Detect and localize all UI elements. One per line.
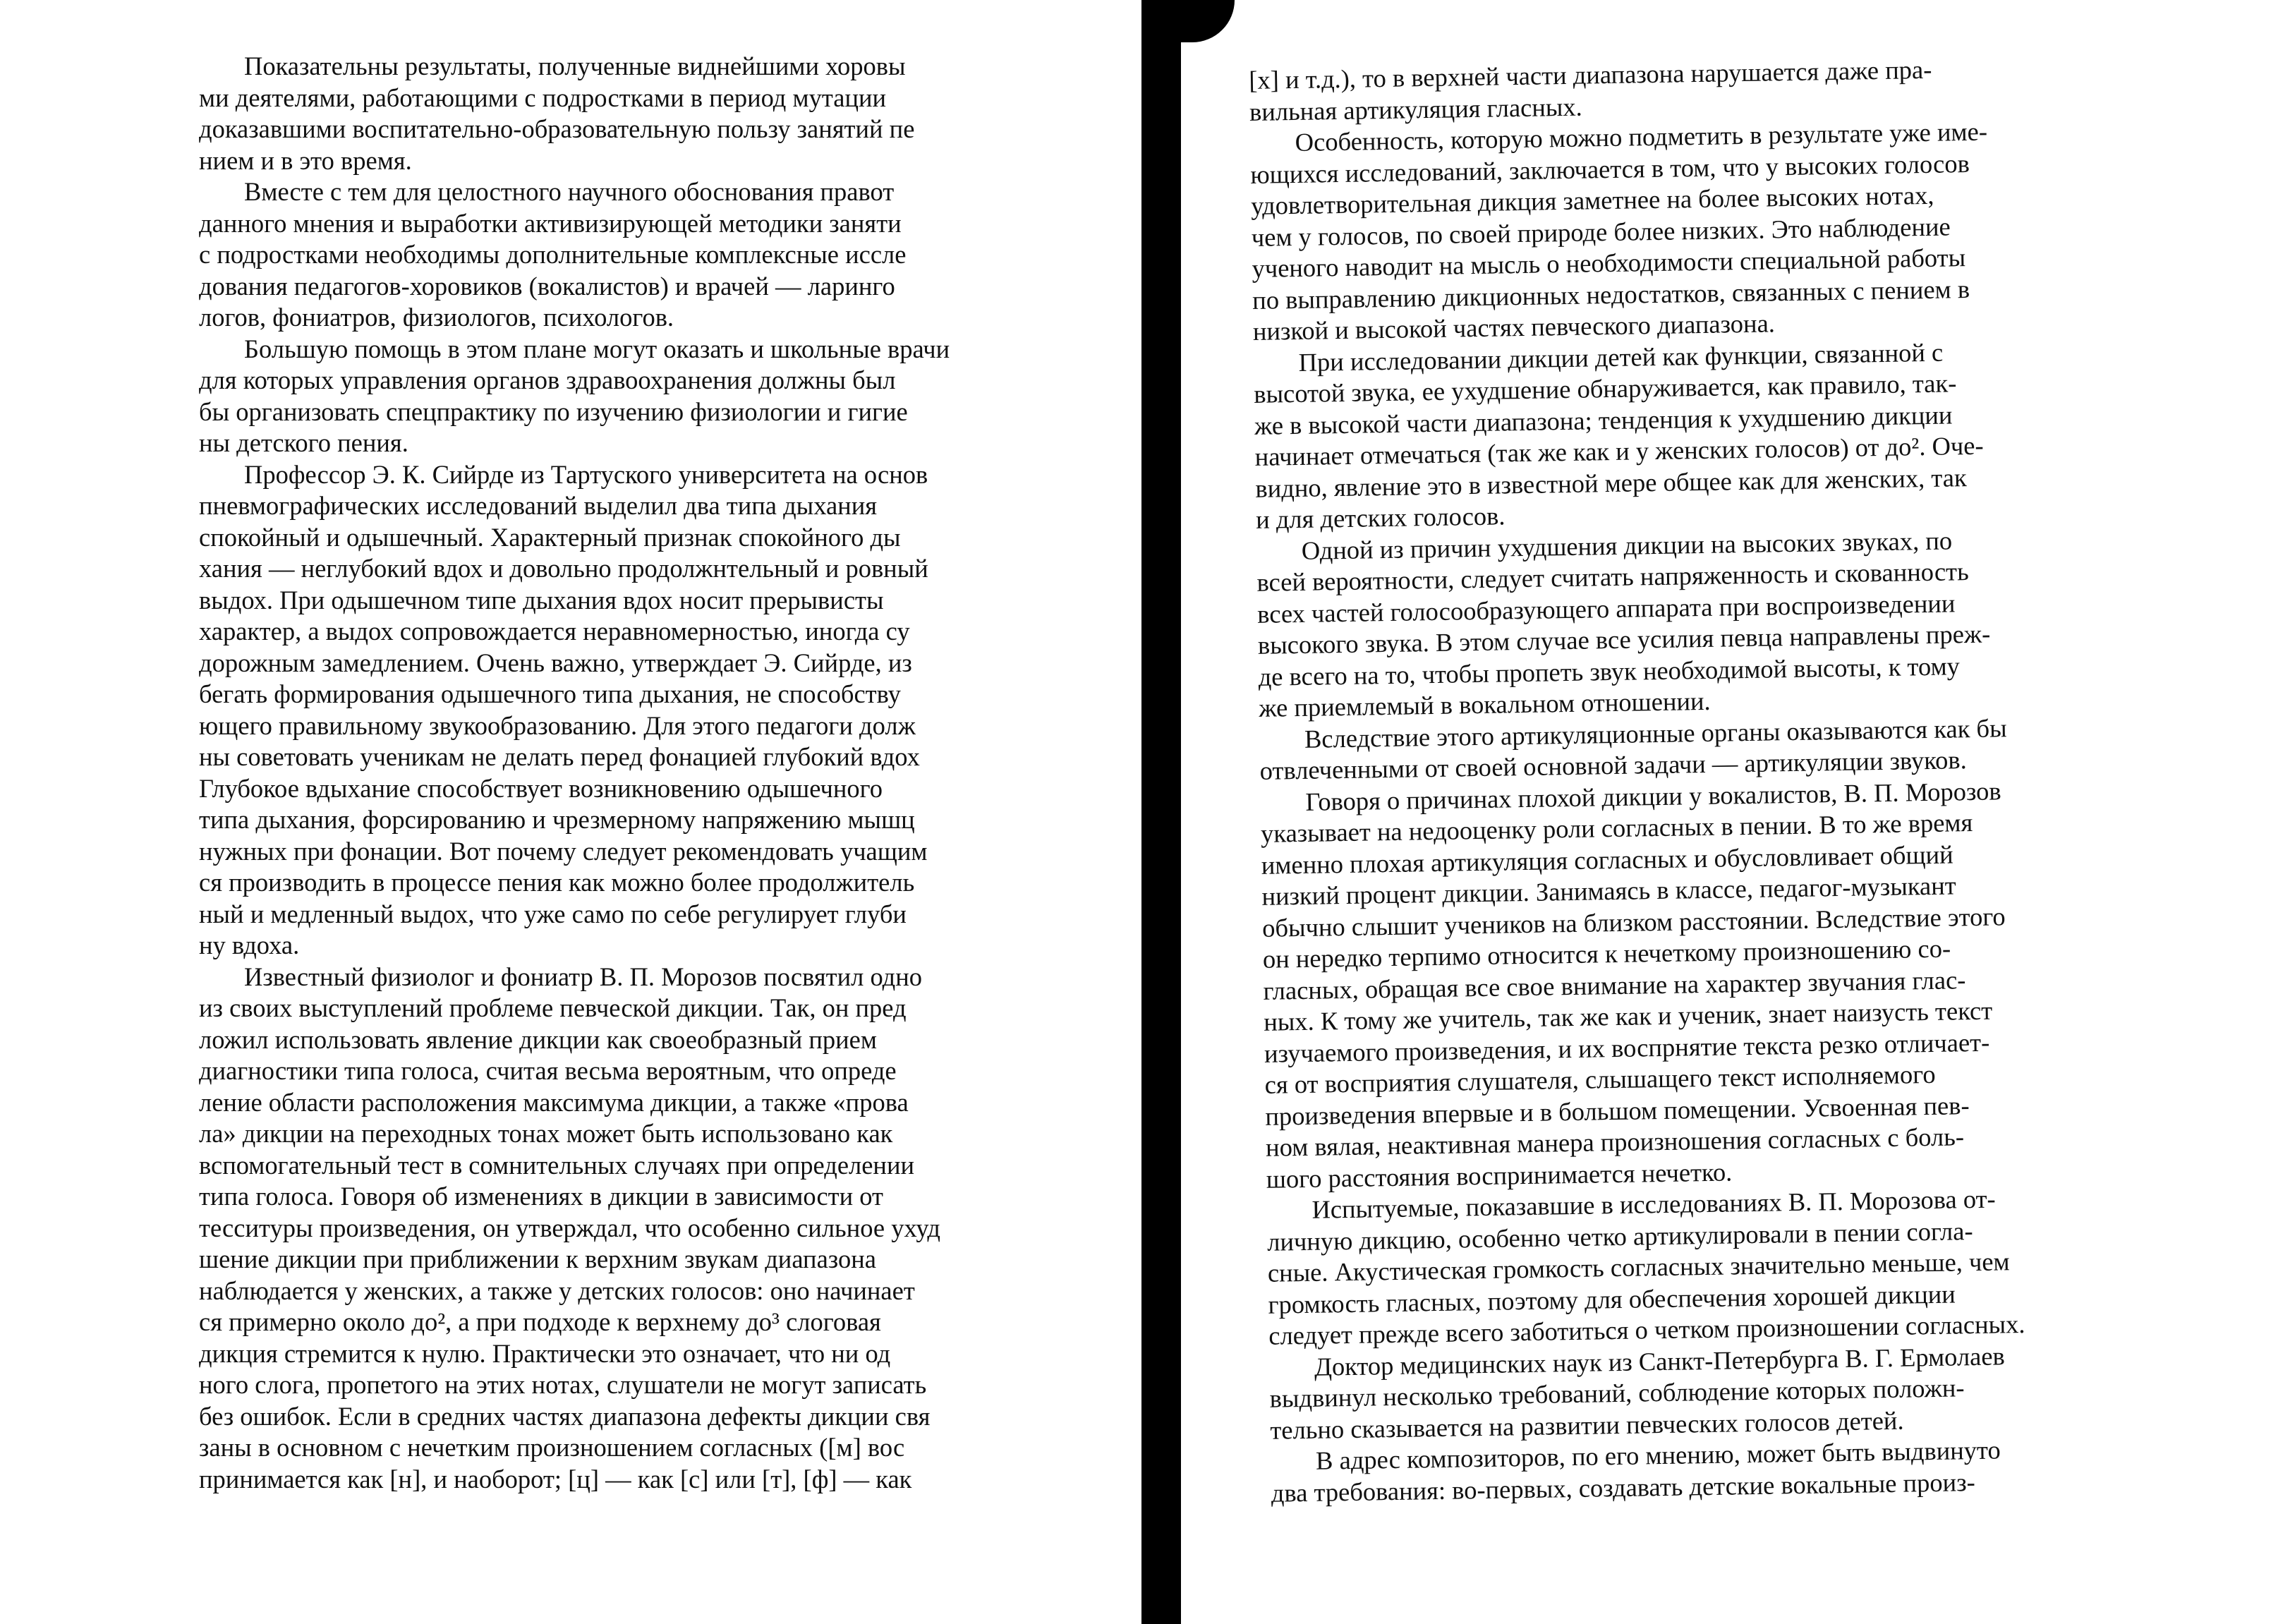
- text-line: высокого звука. В этом случае все усилия певца направлены преж-: [1257, 619, 1991, 660]
- text-line: Говоря о причинах плохой дикции у вокалистов, В. П. Морозов: [1305, 775, 2001, 816]
- text-line: Известный физиолог и фониатр В. П. Морозов посвятил одно: [244, 962, 923, 991]
- text-line: Показательны результаты, полученные виднейшими хоровы: [244, 51, 906, 80]
- text-line: дования педагогов-хоровиков (вокалистов) и врачей — ларинго: [199, 271, 895, 301]
- text-line: типа голоса. Говоря об изменениях в дикции в зависимости от: [199, 1182, 884, 1211]
- text-line: ны детского пения.: [199, 428, 408, 457]
- text-line: указывает на недооценку роли согласных в пении. В то же время: [1260, 808, 1973, 848]
- text-line: Вместе с тем для целостного научного обоснования правот: [244, 177, 895, 206]
- text-line: удовлетворительная дикция заметнее на более высоких нотах,: [1250, 180, 1934, 220]
- text-line: логов, фониатров, физиологов, психологов.: [199, 303, 674, 332]
- text-line: Особенность, которую можно подметить в результате уже име-: [1295, 116, 1988, 157]
- text-line: доказавшими воспитательно-образовательную пользу занятий пе: [199, 114, 915, 143]
- text-line: При исследовании дикции детей как функции, связанной с: [1298, 337, 1944, 377]
- text-line: бы организовать спецпрактику по изучению физиологии и гигие: [199, 396, 908, 426]
- text-line: ного слога, пропетого на этих нотах, слушатели не могут записать: [199, 1370, 927, 1399]
- text-line: с подростками необходимы дополнительные комплексные иссле: [199, 240, 907, 269]
- text-line: тесситуры произведения, он утверждал, что особенно сильное ухуд: [199, 1213, 940, 1242]
- text-line: следует прежде всего заботиться о четком произношении согласных.: [1268, 1309, 2025, 1350]
- text-line: гласных, обращая все свое внимание на характер звучания глас-: [1263, 964, 1966, 1005]
- text-line: из своих выступлений проблеме певческой дикции. Так, он пред: [199, 993, 907, 1022]
- text-line: спокойный и одышечный. Характерный признак спокойного ды: [199, 522, 901, 552]
- text-line: он нередко терпимо относится к нечеткому произношению со-: [1262, 933, 1951, 974]
- text-line: Профессор Э. К. Сийрде из Тартуского университета на основ: [244, 459, 928, 489]
- text-line: изучаемого произведения, и их воспрнятие текста резко отличает-: [1264, 1027, 1990, 1068]
- text-line: отвлеченными от своей основной задачи — артикуляции звуков.: [1259, 745, 1967, 785]
- text-line: типа дыхания, форсированию и чрезмерному напряжению мышц: [199, 805, 915, 834]
- text-line: бегать формирования одышечного типа дыхания, не способству: [199, 679, 901, 708]
- text-line: шение дикции при приближении к верхним звукам диапазона: [199, 1244, 876, 1273]
- text-line: ну вдоха.: [199, 931, 300, 959]
- text-line: и для детских голосов.: [1255, 501, 1506, 534]
- text-line: наблюдается у женских, а также у детских голосов: оно начинает: [199, 1275, 915, 1305]
- text-line: характер, а выдох сопровождается неравномерностью, иногда су: [199, 617, 910, 646]
- text-line: ном вялая, неактивная манера произношения согласных с боль-: [1265, 1122, 1965, 1162]
- text-line: ны советовать ученикам не делать перед фонацией глубокий вдох: [199, 742, 920, 771]
- text-line: обычно слышит учеников на близком расстоянии. Вследствие этого: [1261, 901, 2006, 943]
- text-line: произведения впервые и в большом помещении. Усвоенная пев-: [1265, 1090, 1970, 1131]
- text-line: низкий процент дикции. Занимаясь в классе, педагог-музыкант: [1261, 871, 1956, 911]
- text-line: принимается как [н], и наоборот; [ц] — как [с] или [т], [ф] — как: [199, 1464, 912, 1493]
- right-page: [1249, 50, 2217, 1509]
- text-line: Доктор медицинских наук из Санкт-Петербурга В. Г. Ермолаев: [1314, 1340, 2006, 1381]
- text-line: ющихся исследований, заключается в том, что у высоких голосов: [1250, 148, 1970, 189]
- text-line: ление области расположения максимума дикции, а также «прова: [199, 1087, 909, 1117]
- text-line: пневмографических исследований выделил два типа дыхания: [199, 491, 878, 520]
- text-line: нием и в это время.: [199, 145, 412, 175]
- text-line: [х] и т.д.), то в верхней части диапазона нарушается даже пра-: [1249, 54, 1932, 95]
- text-line: высотой звука, ее ухудшение обнаруживается, как правило, так-: [1254, 368, 1957, 408]
- text-line: дорожным замедлением. Очень важно, утверждает Э. Сийрде, из: [199, 648, 912, 677]
- text-line: ся примерно около до², а при подходе к верхнему до³ слоговая: [199, 1307, 881, 1336]
- text-line: чем у голосов, по своей природе более низких. Это наблюдение: [1251, 211, 1951, 252]
- text-line: тельно сказывается на развитии певческих голосов детей.: [1270, 1405, 1904, 1445]
- text-line: сные. Акустическая громкость согласных значительно меньше, чем: [1267, 1247, 2010, 1287]
- text-line: всей вероятности, следует считать напряженность и скованность: [1256, 557, 1969, 597]
- text-line: для которых управления органов здравоохранения должны был: [199, 365, 896, 394]
- text-line: громкость гласных, поэтому для обеспечения хорошей дикции: [1268, 1278, 1956, 1319]
- text-line: данного мнения и выработки активизирующей методики заняти: [199, 208, 902, 238]
- text-line: шого расстояния воспринимается нечетко.: [1266, 1156, 1733, 1194]
- text-line: заны в основном с нечетким произношением согласных ([м] вос: [199, 1433, 905, 1462]
- text-line: вспомогательный тест в сомнительных случаях при определении: [199, 1150, 915, 1180]
- text-line: Вследствие этого артикуляционные органы оказываются как бы: [1304, 713, 2007, 753]
- book-gutter-top-shadow: [1157, 0, 1235, 42]
- text-line: выдвинул несколько требований, соблюдение которых положн-: [1269, 1373, 1965, 1413]
- text-line: нужных при фонации. Вот почему следует рекомендовать учащим: [199, 836, 928, 866]
- text-line: ученого наводит на мысль о необходимости специальной работы: [1252, 243, 1966, 283]
- book-gutter-shadow: [1141, 0, 1181, 1624]
- text-line: ла» дикции на переходных тонах может быть использовано как: [199, 1119, 893, 1148]
- text-line: вильная артикуляция гласных.: [1249, 92, 1583, 126]
- text-line: де всего на то, чтобы пропеть звук необходимой высоты, к тому: [1258, 650, 1961, 691]
- text-line: два требования: во-первых, создавать детские вокальные произ-: [1271, 1467, 1976, 1508]
- text-line: всех частей голосообразующего аппарата при воспроизведении: [1256, 588, 1956, 629]
- text-line: без ошибок. Если в средних частях диапазона дефекты дикции свя: [199, 1401, 931, 1431]
- text-line: Большую помощь в этом плане могут оказать и школьные врачи: [244, 334, 950, 363]
- text-line: диагностики типа голоса, считая весьма вероятным, что опреде: [199, 1056, 897, 1085]
- text-line: ный и медленный выдох, что уже само по себе регулирует глуби: [199, 899, 907, 928]
- text-line: же в высокой части диапазона; тенденция к ухудшению дикции: [1254, 399, 1953, 440]
- text-line: выдох. При одышечном типе дыхания вдох носит прерывисты: [199, 585, 884, 614]
- text-line: личную дикцию, особенно четко артикулировали в пении согла-: [1266, 1216, 1973, 1256]
- text-line: начинает отмечаться (так же как и у женских голосов) от до². Оче-: [1254, 430, 1984, 471]
- text-line: хания — неглубокий вдох и довольно продолжнтельный и ровный: [199, 554, 928, 583]
- text-line: ся от восприятия слушателя, слышащего текст исполняемого: [1264, 1059, 1936, 1099]
- text-line: именно плохая артикуляция согласных и обусловливает общий: [1261, 839, 1953, 880]
- text-line: Глубокое вдыхание способствует возникновению одышечного: [199, 773, 883, 803]
- text-line: дикция стремится к нулю. Практически это означает, что ни од: [199, 1338, 891, 1368]
- text-line: Испытуемые, показавшие в исследованиях В. П. Морозова от-: [1311, 1184, 1996, 1224]
- text-line: по выправлению дикционных недостатков, связанных с пением в: [1252, 274, 1970, 315]
- text-line: ных. К тому же учитель, так же как и ученик, знает наизусть текст: [1263, 995, 1993, 1036]
- text-line: Одной из причин ухудшения дикции на высоких звуках, по: [1301, 525, 1953, 565]
- text-line: низкой и высокой частях певческого диапазона.: [1252, 308, 1776, 346]
- text-line: ложил использовать явление дикции как своеобразный прием: [199, 1024, 877, 1054]
- left-page: [199, 51, 1144, 1495]
- text-line: ми деятелями, работающими с подростками в период мутации: [199, 83, 887, 112]
- text-line: ся производить в процессе пения как можно более продолжитель: [199, 868, 915, 897]
- text-line: В адрес композиторов, по его мнению, может быть выдвинуто: [1315, 1435, 2001, 1475]
- text-line: ющего правильному звукообразованию. Для этого педагоги долж: [199, 710, 916, 740]
- text-line: же приемлемый в вокальном отношении.: [1258, 686, 1711, 722]
- text-line: видно, явление это в известной мере общее как для женских, так: [1255, 462, 1967, 503]
